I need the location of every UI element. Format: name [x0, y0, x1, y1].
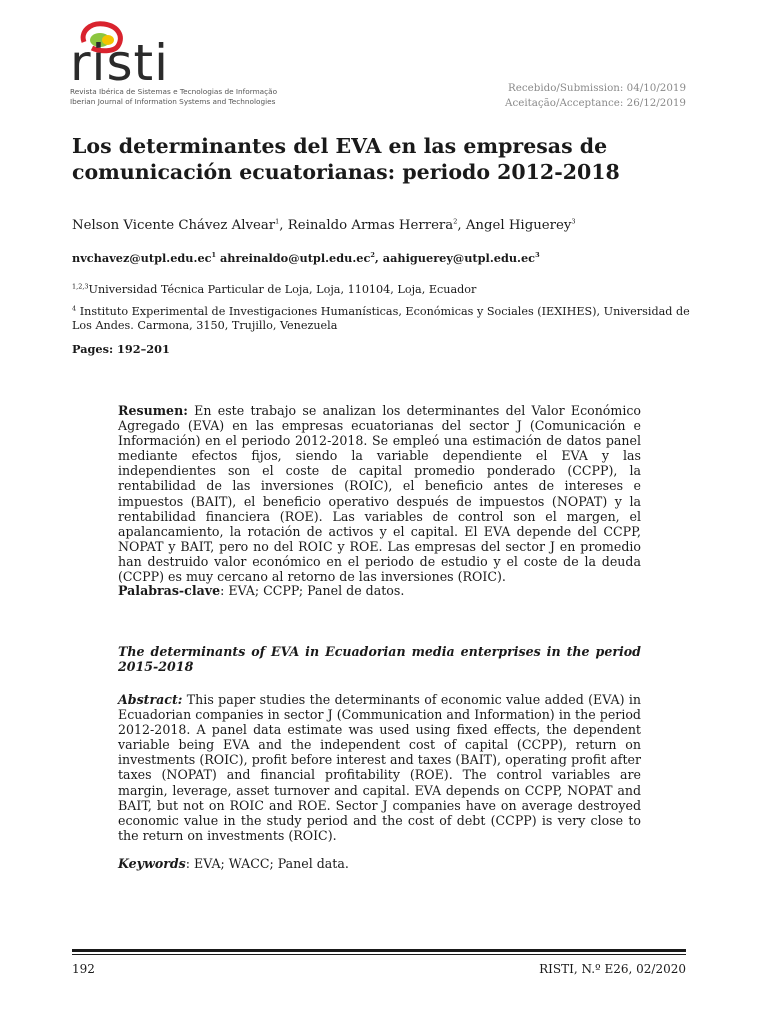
accepted-date: Aceitação/Acceptance: 26/12/2019: [505, 97, 686, 109]
submission-dates: [505, 81, 686, 111]
resumen-label: Resumen:: [118, 403, 188, 418]
affiliation-2: $^4$ Instituto Experimental de Investigaciones Humanísticas, Económicas y Sociales (IEXIHES), Universidad de Los Andes. Carmona, 3150, Trujillo, Venezuela: [72, 304, 690, 332]
email-link[interactable]: nvchavez@utpl.edu.ec: [72, 251, 212, 265]
author-list: Nelson Vicente Chávez Alvear$^1$, Reinaldo Armas Herrera$^2$, Angel Higuerey$^3$: [72, 217, 576, 233]
keywords: Keywords: EVA; WACC; Panel data.: [118, 856, 349, 871]
logo-wordmark: risti: [70, 34, 169, 92]
footer-rule: [72, 949, 686, 952]
abstract-label: Abstract:: [118, 692, 183, 707]
journal-reference: RISTI, N.º E26, 02/2020: [539, 962, 686, 976]
affiliation-1: $^{1,2,3}$Universidad Técnica Particular de Loja, Loja, 110104, Loja, Ecuador: [72, 282, 477, 296]
resumen-paragraph: Resumen: En este trabajo se analizan los determinantes del Valor Económico Agregado (EVA) en las empresas ecuatorianas del sector J (Comunicación e Información) en el periodo 2012-2018. Se empleó una estimación de datos panel mediante efectos fijos, siendo la variable dependiente el EVA y las independientes son el coste de capital promedio ponderado (CCPP), la rentabilidad de las inversiones (ROIC), el beneficio antes de intereses e impuestos (BAIT), el beneficio operativo después de impuestos (NOPAT) y la rentabilidad financiera (ROE). Las variables de control son el margen, el apalancamiento, la rotación de activos y el capital. El EVA depende del CCPP, NOPAT y BAIT, pero no del ROIC y ROE. Las empresas del sector J en promedio han destruido valor económico en el periodo de estudio y el coste de la deuda (CCPP) es muy cercano al retorno de las inversiones (ROIC).: [118, 403, 641, 585]
abstract-paragraph: Abstract: This paper studies the determinants of economic value added (EVA) in Ecuadorian companies in sector J (Communication and Information) in the period 2012-2018. A panel data estimate was used using fixed effects, the dependent variable being EVA and the independent cost of capital (CCPP), return on investments (ROIC), profit before interest and taxes (BAIT), operating profit after taxes (NOPAT) and financial profitability (ROE). The control variables are margin, leverage, asset turnover and capital. EVA depends on CCPP, NOPAT and BAIT, but not on ROIC and ROE. Sector J companies have on average destroyed economic value in the study period and the cost of debt (CCPP) is very close to the return on investments (ROIC).: [118, 692, 641, 843]
logo-subtitle: Revista Ibérica de Sistemas e Tecnologias de Informação Iberian Journal of Information Systems and Technologies: [70, 87, 278, 106]
email-link[interactable]: , aahiguerey@utpl.edu.ec: [374, 251, 536, 265]
english-title: The determinants of EVA in Ecuadorian media enterprises in the period 2015-2018: [118, 644, 641, 675]
paper-title: Los determinantes del EVA en las empresas de comunicación ecuatorianas: periodo 2012-2018: [72, 134, 620, 184]
received-date: Recebido/Submission: 04/10/2019: [508, 82, 686, 94]
footer-rule-thin: [72, 954, 686, 955]
page-range: Pages: 192–201: [72, 342, 170, 356]
palabras-clave: Palabras-clave: EVA; CCPP; Panel de datos.: [118, 583, 405, 598]
author-emails: $nvchavez@utpl.edu.ec^1$ $ahreinaldo@utpl.edu.ec^2$, $aahiguerey@utpl.edu.ec^3$: [72, 251, 540, 265]
page-number: 192: [72, 962, 95, 976]
email-link[interactable]: ahreinaldo@utpl.edu.ec: [216, 251, 371, 265]
